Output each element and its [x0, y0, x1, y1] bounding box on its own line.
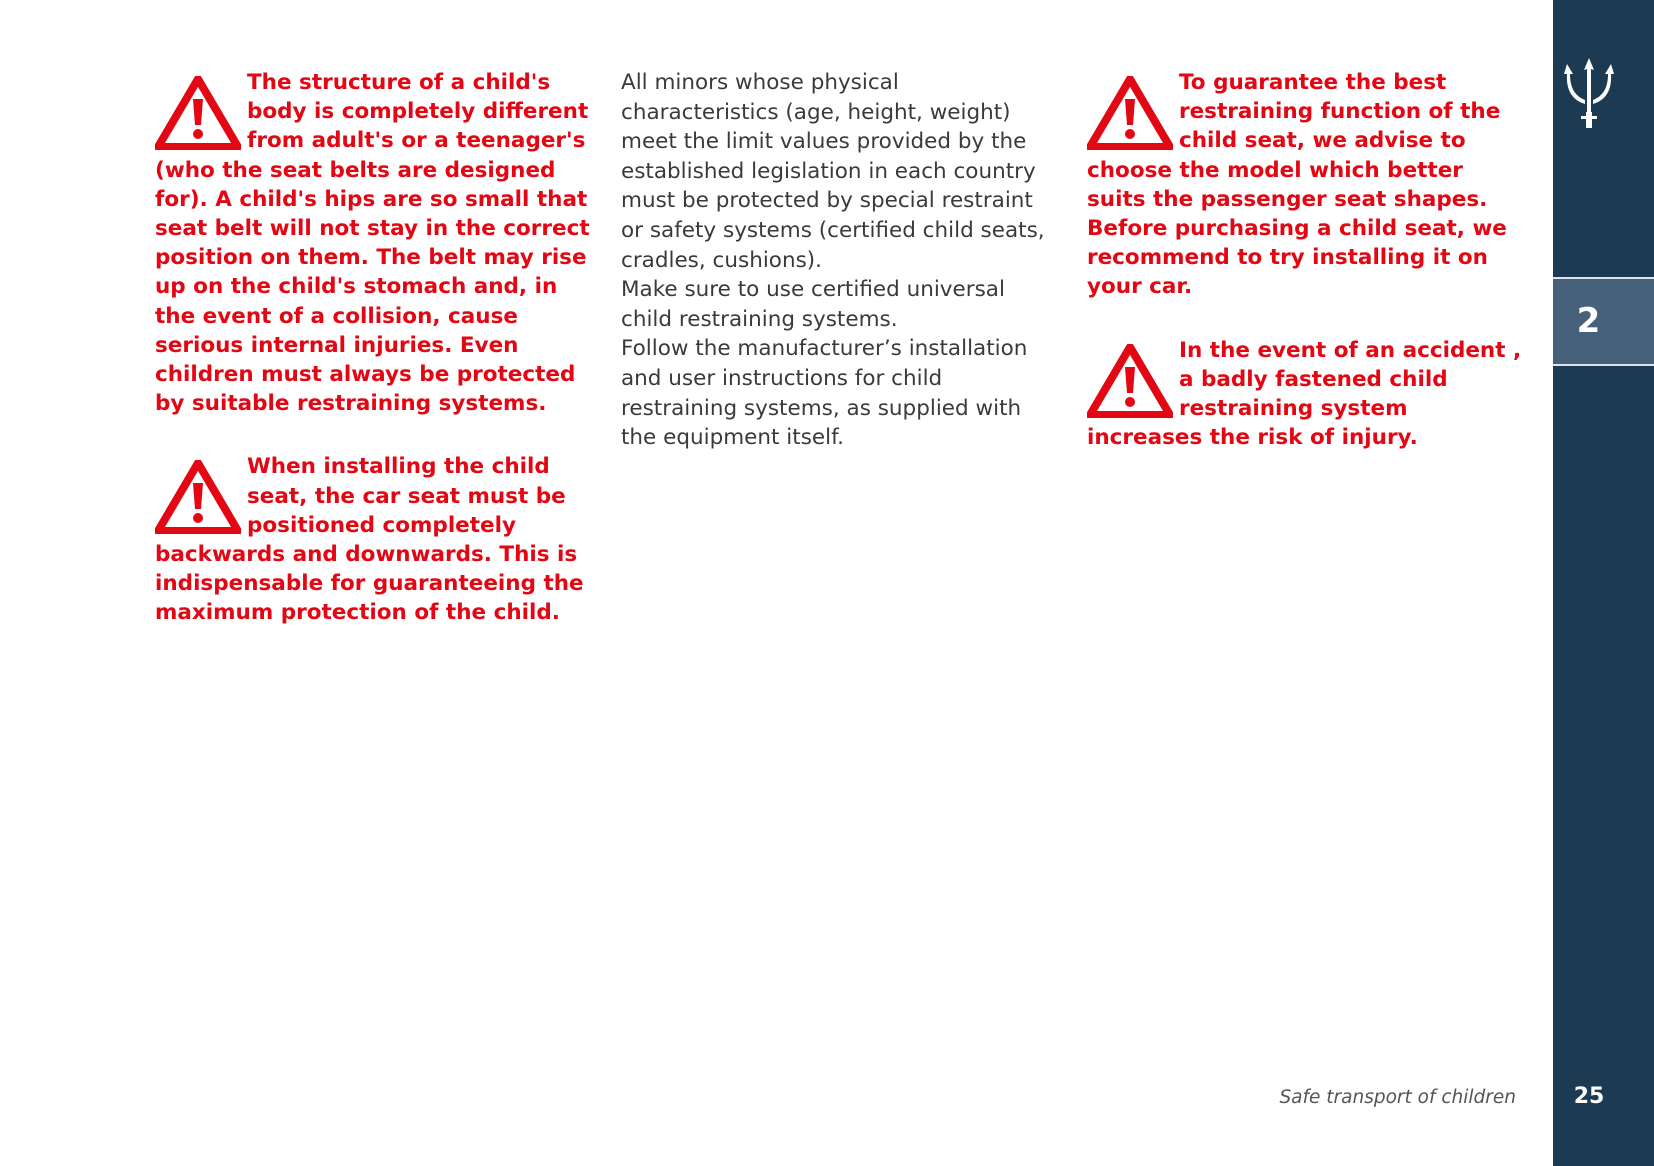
- warning-text: In the event of an accident , a badly fastened child restraining system increases the risk of injury.: [1087, 337, 1522, 451]
- warning-triangle-icon: [155, 460, 241, 534]
- warning-choose-model: [1087, 68, 1527, 302]
- warning-text: To guarantee the best restraining function of the child seat, we advise to choose the model which better suits the passenger seat shapes. Before purchasing a child seat, we recommend to try installing it on your car.: [1087, 70, 1507, 300]
- page-number: 25: [1573, 1084, 1605, 1109]
- warning-text: When installing the child seat, the car seat must be positioned completely backwards and downwards. This is indispensable for guaranteeing the maximum protection of the child.: [155, 454, 584, 626]
- warning-text: The structure of a child's body is completely different from adult's or a teenager's (who the seat belts are designed for). A child's hips are so small that seat belt will not stay in the correct position on them. The belt may rise up on the child's stomach and, in the event of a collision, cause serious internal injuries. Even children must always be protected by suitable restraining systems.: [155, 70, 590, 417]
- paragraph-manufacturer-instructions: Follow the manufacturer’s installation and user instructions for child restraining systems, as supplied with the equipment itself.: [621, 336, 1028, 451]
- chapter-sidebar: [1553, 0, 1654, 1166]
- warning-child-body-structure: [155, 68, 595, 418]
- warning-triangle-icon: [1087, 344, 1173, 418]
- warning-triangle-icon: [1087, 76, 1173, 150]
- warning-seat-position: [155, 452, 595, 627]
- warning-triangle-icon: [155, 76, 241, 150]
- footer-section-title: Safe transport of children: [1279, 1087, 1516, 1108]
- chapter-number: 2: [1553, 277, 1654, 366]
- left-column: [155, 68, 595, 662]
- paragraph-certified-systems: Make sure to use certified universal child restraining systems.: [621, 277, 1005, 332]
- trident-logo-icon: [1563, 58, 1615, 130]
- warning-badly-fastened: [1087, 336, 1527, 453]
- middle-column: [621, 68, 1061, 453]
- paragraph-minors-protection: All minors whose physical characteristics (age, height, weight) meet the limit values provided by the established legislation in each country must be protected by special restraint or safety systems (certified child seats, cradles, cushions).: [621, 70, 1045, 273]
- right-column: [1087, 68, 1527, 486]
